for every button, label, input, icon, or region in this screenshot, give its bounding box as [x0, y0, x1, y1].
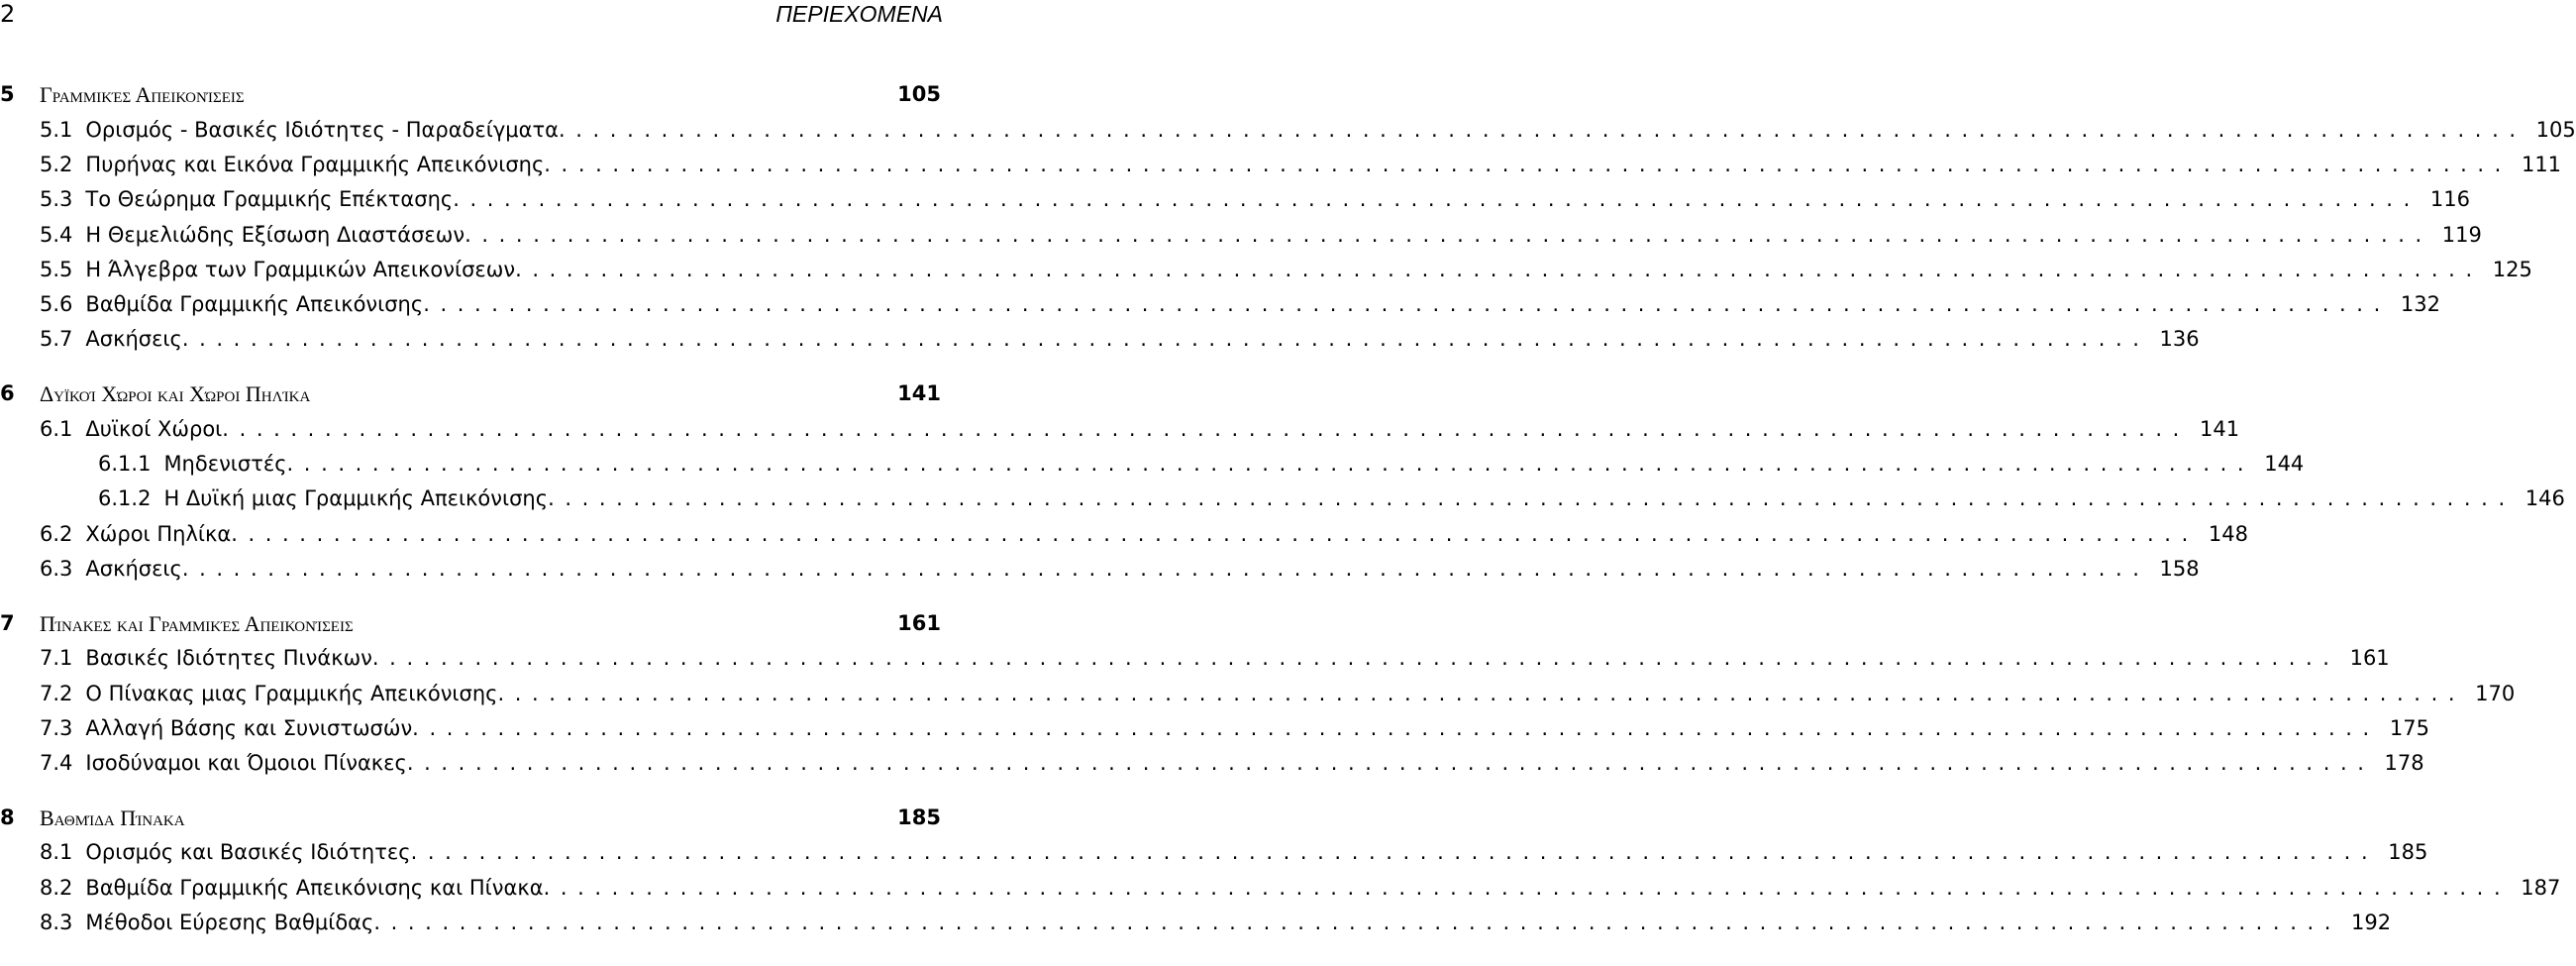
- section-title: Πυρήνας και Εικόνα Γραμμικής Απεικόνισης: [85, 152, 545, 176]
- dot-leader: ...................................................................................................................: [543, 875, 2512, 900]
- chapter-page: 185: [897, 805, 941, 829]
- toc-entry[interactable]: [0, 516, 2248, 551]
- section-page: 178: [2384, 751, 2424, 776]
- section-number: 7.4: [40, 751, 73, 776]
- section-page: 136: [2159, 327, 2200, 352]
- toc-entry[interactable]: [0, 710, 2429, 745]
- section-page: 148: [2208, 521, 2248, 546]
- section-title: Χώροι Πηλίκα: [85, 521, 232, 546]
- section-number: 5.4: [40, 222, 73, 247]
- dot-leader: ...................................................................................................................: [222, 416, 2190, 441]
- section-number: 8.1: [40, 840, 73, 865]
- dot-leader: ...................................................................................................................: [231, 521, 2199, 546]
- section-number: 6.2: [40, 521, 73, 546]
- chapter-page: 105: [897, 82, 941, 106]
- chapter-title: Πίνακες και Γραμμικές Απεικονίσεις: [40, 610, 354, 636]
- section-title: Μέθοδοι Εύρεσης Βαθμίδας: [85, 910, 374, 934]
- section-page: 170: [2475, 681, 2516, 705]
- section-title: Το Θεώρημα Γραμμικής Επέκτασης: [85, 187, 454, 212]
- chapter-title: Γραμμικές Απεικονίσεις: [40, 82, 245, 107]
- section-title: Βασικές Ιδιότητες Πινάκων: [85, 646, 372, 671]
- section-page: 116: [2429, 187, 2470, 212]
- toc-entry[interactable]: [0, 870, 2561, 905]
- subsection-title: Η Δυϊκή μιας Γραμμικής Απεικόνισης: [163, 486, 549, 511]
- dot-leader: ...................................................................................................................: [453, 187, 2421, 212]
- section-number: 6.1: [40, 416, 73, 441]
- section-number: 5.1: [40, 117, 73, 142]
- dot-leader: ...................................................................................................................: [412, 715, 2380, 740]
- chapter-number: 5: [0, 82, 15, 106]
- subsection-number: 6.1.1: [98, 452, 152, 477]
- chapter-heading[interactable]: [0, 376, 951, 411]
- section-number: 5.2: [40, 152, 73, 176]
- section-page: 187: [2521, 875, 2561, 900]
- section-title: Ισοδύναμοι και Όμοιοι Πίνακες: [85, 751, 407, 776]
- section-number: 7.2: [40, 681, 73, 705]
- dot-leader: ...................................................................................................................: [181, 327, 2150, 352]
- section-title: Βαθμίδα Γραμμικής Απεικόνισης: [85, 292, 424, 317]
- section-title: Η Θεμελιώδης Εξίσωση Διαστάσεων: [85, 222, 465, 247]
- dot-leader: ...................................................................................................................: [371, 646, 2340, 671]
- section-title: Βαθμίδα Γραμμικής Απεικόνισης και Πίνακα: [85, 875, 544, 900]
- section-page: 111: [2521, 152, 2562, 176]
- section-number: 6.3: [40, 556, 73, 581]
- subsection-number: 6.1.2: [98, 486, 152, 511]
- dot-leader: ...................................................................................................................: [181, 556, 2150, 581]
- page-header: [0, 0, 951, 40]
- toc-entry[interactable]: [0, 641, 2390, 676]
- section-title: Ορισμός - Βασικές Ιδιότητες - Παραδείγματα: [85, 117, 559, 142]
- dot-leader: ...................................................................................................................: [406, 751, 2375, 776]
- section-page: 119: [2441, 222, 2482, 247]
- chapter-page: 161: [897, 610, 941, 635]
- section-title: Αλλαγή Βάσης και Συνιστωσών: [85, 715, 413, 740]
- dot-leader: ...................................................................................................................: [515, 257, 2483, 281]
- chapter-page: 141: [897, 381, 941, 406]
- dot-leader: ...................................................................................................................: [497, 681, 2466, 705]
- toc-entry[interactable]: [0, 411, 2240, 446]
- section-number: 7.3: [40, 715, 73, 740]
- section-title: Η Άλγεβρα των Γραμμικών Απεικονίσεων: [85, 257, 516, 281]
- page-number: 2: [0, 0, 16, 28]
- section-number: 8.3: [40, 910, 73, 934]
- chapter-number: 7: [0, 610, 15, 635]
- dot-leader: ...................................................................................................................: [548, 486, 2516, 511]
- subsection-title: Μηδενιστές: [163, 452, 287, 477]
- dot-leader: ...................................................................................................................: [464, 222, 2432, 247]
- chapter-heading[interactable]: [0, 605, 951, 641]
- subsection-page: 146: [2524, 486, 2565, 511]
- subsection-page: 144: [2264, 452, 2305, 477]
- toc-entry[interactable]: [0, 551, 2200, 586]
- dot-leader: ...................................................................................................................: [544, 152, 2512, 176]
- toc-entry[interactable]: [0, 745, 2424, 780]
- section-page: 132: [2400, 292, 2440, 317]
- toc-subentry[interactable]: [0, 482, 2565, 516]
- dot-leader: ...................................................................................................................: [423, 292, 2391, 317]
- section-page: 175: [2389, 715, 2429, 740]
- dot-leader: ...................................................................................................................: [410, 840, 2379, 865]
- dot-leader: ...................................................................................................................: [373, 910, 2342, 934]
- toc-entry[interactable]: [0, 835, 2428, 870]
- toc-entry[interactable]: [0, 112, 2576, 147]
- section-title: Ο Πίνακας μιας Γραμμικής Απεικόνισης: [85, 681, 498, 705]
- chapter-title: Βαθμίδα Πίνακα: [40, 805, 185, 830]
- section-number: 5.7: [40, 327, 73, 352]
- toc-entry[interactable]: [0, 322, 2200, 357]
- dot-leader: ...................................................................................................................: [558, 117, 2526, 142]
- chapter-heading[interactable]: [0, 800, 951, 835]
- section-page: 185: [2388, 840, 2428, 865]
- chapter-number: 6: [0, 381, 15, 406]
- toc-entry[interactable]: [0, 217, 2482, 252]
- section-page: 141: [2199, 416, 2240, 441]
- toc-entry[interactable]: [0, 147, 2562, 181]
- toc-subentry[interactable]: [0, 446, 2305, 481]
- chapter-heading[interactable]: [0, 76, 951, 112]
- section-number: 5.6: [40, 292, 73, 317]
- toc-entry[interactable]: [0, 252, 2532, 286]
- section-number: 7.1: [40, 646, 73, 671]
- section-number: 5.3: [40, 187, 73, 212]
- section-number: 8.2: [40, 875, 73, 900]
- toc-entry[interactable]: [0, 905, 2392, 939]
- toc-entry[interactable]: [0, 182, 2470, 217]
- toc-entry[interactable]: [0, 286, 2440, 321]
- section-title: Ορισμός και Βασικές Ιδιότητες: [85, 840, 411, 865]
- toc-entry[interactable]: [0, 676, 2516, 710]
- section-page: 192: [2351, 910, 2392, 934]
- section-page: 158: [2159, 556, 2200, 581]
- section-page: 105: [2535, 117, 2576, 142]
- dot-leader: ...................................................................................................................: [286, 452, 2255, 477]
- running-head: ΠΕΡΙΕΧΟΜΕΝΑ: [775, 1, 943, 27]
- chapter-number: 8: [0, 805, 15, 829]
- section-number: 5.5: [40, 257, 73, 281]
- section-page: 161: [2349, 646, 2390, 671]
- table-of-contents: [0, 76, 2576, 940]
- chapter-title: Δυϊκοί Χώροι και Χώροι Πηλίκα: [40, 381, 311, 407]
- section-page: 125: [2492, 257, 2532, 281]
- section-title: Ασκήσεις: [85, 556, 182, 581]
- section-title: Ασκήσεις: [85, 327, 182, 352]
- section-title: Δυϊκοί Χώροι: [85, 416, 223, 441]
